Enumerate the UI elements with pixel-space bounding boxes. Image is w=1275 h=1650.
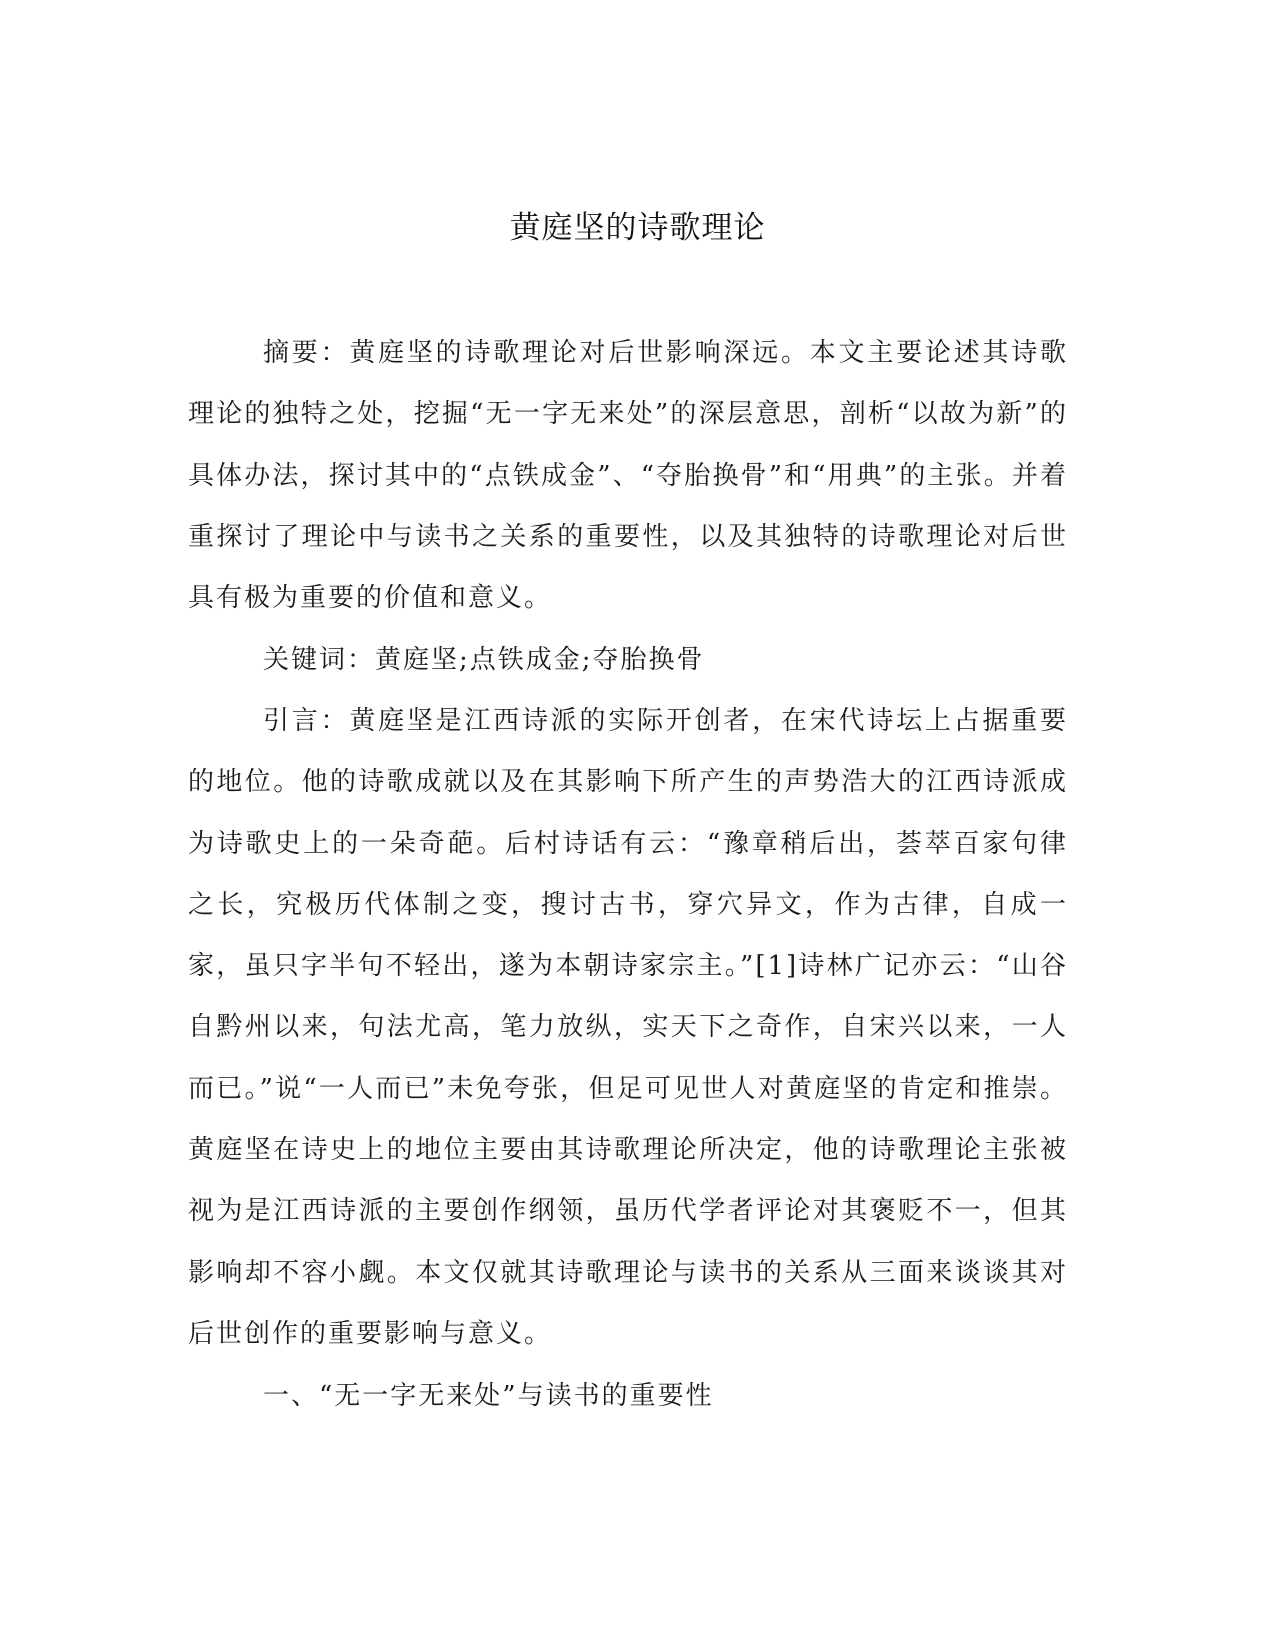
abstract-paragraph: 摘要：黄庭坚的诗歌理论对后世影响深远。本文主要论述其诗歌理论的独特之处，挖掘“无一字无来处”的深层意思，剖析“以故为新”的具体办法，探讨其中的“点铁成金”、“夺胎换骨”和“用典”的主张。并着重探讨了理论中与读书之关系的重要性，以及其独特的诗歌理论对后世具有极为重要的价值和意义。 (188, 338, 1068, 614)
section-heading: 一、“无一字无来处”与读书的重要性 (263, 1381, 714, 1411)
introduction-paragraph: 引言：黄庭坚是江西诗派的实际开创者，在宋代诗坛上占据重要的地位。他的诗歌成就以及在其影响下所产生的声势浩大的江西诗派成为诗歌史上的一朵奇葩。后村诗话有云：“豫章稍后出，荟萃百家句律之长，究极历代体制之变，搜讨古书，穿穴异文，作为古律，自成一家，虽只字半句不轻出，遂为本朝诗家宗主。”[1]诗林广记亦云：“山谷自黔州以来，句法尤高，笔力放纵，实天下之奇作，自宋兴以来，一人而已。”说“一人而已”未免夸张，但足可见世人对黄庭坚的肯定和推崇。黄庭坚在诗史上的地位主要由其诗歌理论所决定，他的诗歌理论主张被视为是江西诗派的主要创作纲领，虽历代学者评论对其褒贬不一，但其影响却不容小觑。本文仅就其诗歌理论与读书的关系从三面来谈谈其对后世创作的重要影响与意义。 (188, 706, 1068, 1349)
keywords-paragraph: 关键词：黄庭坚;点铁成金;夺胎换骨 (263, 645, 705, 675)
document-title: 黄庭坚的诗歌理论 (509, 210, 766, 246)
